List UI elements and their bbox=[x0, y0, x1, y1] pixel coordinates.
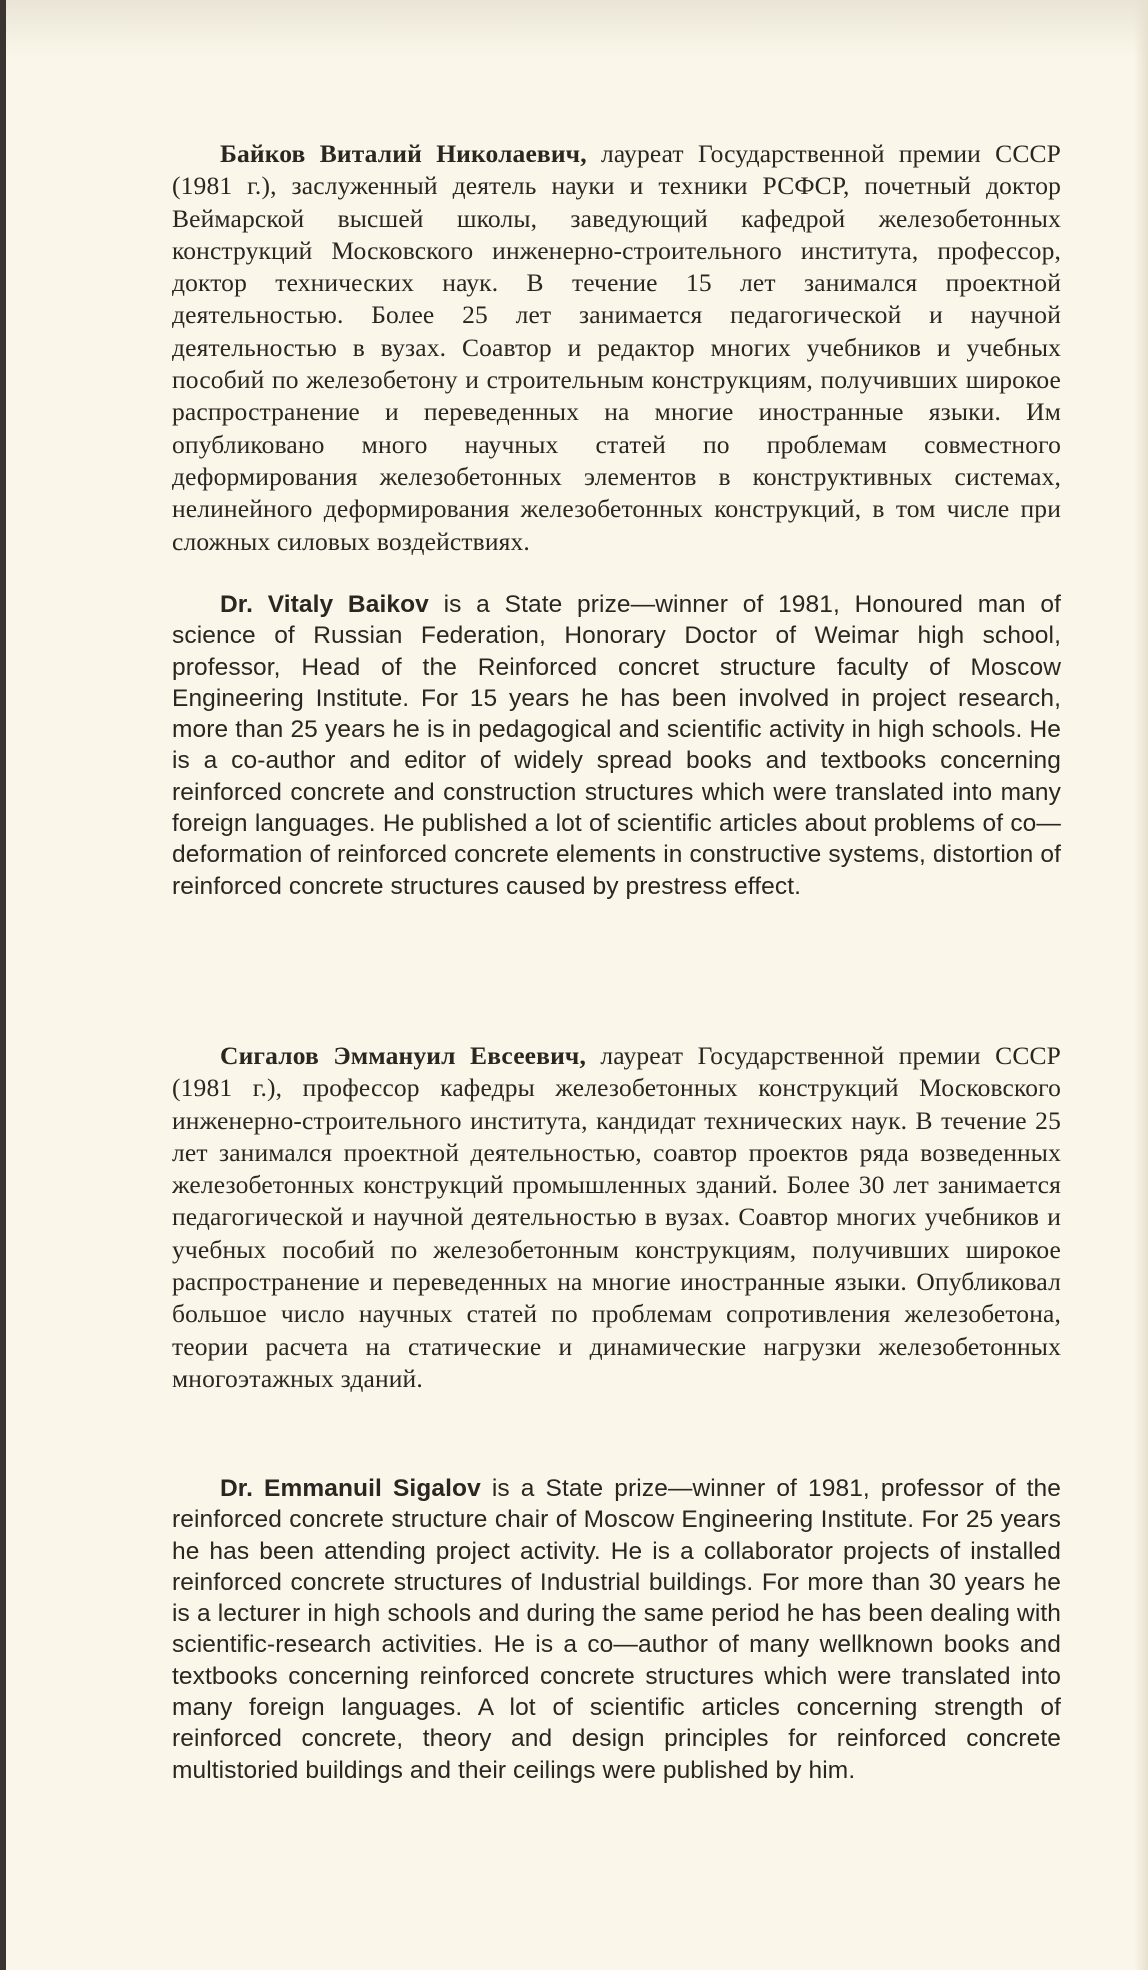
page-top-shadow bbox=[6, 0, 1148, 60]
bio-sigalov-ru bbox=[172, 1040, 1061, 1395]
author-name: Dr. Emmanuil Sigalov bbox=[220, 1475, 481, 1502]
bio-text: is a State prize—winner of 1981, professor of the reinforced concrete structure chair of Moscow Engineering Institute. For 25 years he has been attending project activity. He is a collaborator projects of installed reinforced concrete structures of Industrial buildings. For more than 30 years he is a lecturer in high schools and during the same period he has been dealing with scientific-research activities. He is a co—author of many wellknown books and textbooks concerning reinforced concrete structures which were translated into many foreign languages. A lot of scientific articles concerning strength of reinforced concrete, theory and design principles for reinforced concrete multistoried buildings and their ceilings were published by him. bbox=[172, 1475, 1061, 1784]
bio-text: is a State prize—winner of 1981, Honoured man of science of Russian Federation, Honorary Doctor of Weimar high school, professor, Head of the Reinforced concret structure faculty of Moscow Engineering Institute. For 15 years he has been involved in project research, more than 25 years he is in pedagogical and scientific activity in high schools. He is a co-author and editor of widely spread books and textbooks concerning reinforced concrete and construction structures which were translated into many foreign languages. He published a lot of scientific articles about problems of co—deformation of reinforced concrete elements in constructive systems, distortion of reinforced concrete structures caused by prestress effect. bbox=[172, 591, 1062, 900]
author-name: Сигалов Эммануил Евсеевич, bbox=[220, 1041, 586, 1070]
bio-paragraph bbox=[172, 1040, 1061, 1395]
page-right-shadow bbox=[1134, 0, 1148, 1970]
bio-paragraph bbox=[172, 589, 1061, 902]
bio-paragraph bbox=[172, 138, 1061, 558]
author-name: Dr. Vitaly Baikov bbox=[220, 591, 429, 618]
bio-paragraph bbox=[172, 1473, 1061, 1786]
bio-text: лауреат Государственной премии СССР (1981 г.), профессор кафедры железобетонных конструкций Московского инженерно-строительного института, кандидат технических наук. В течение 25 лет занимался проектной деятельностью, соавтор проектов ряда возведенных железобетонных конструкций промышленных зданий. Более 30 лет занимается педагогической и научной деятельностью в вузах. Соавтор многих учебников и учебных пособий по железобетонным конструкциям, получивших широкое распространение и переведенных на многие иностранные языки. Опубликовал большое число научных статей по проблемам сопротивления железобетона, теории расчета на статические и динамические нагрузки железобетонных многоэтажных зданий. bbox=[172, 1041, 1061, 1393]
bio-baikov-en bbox=[172, 589, 1061, 902]
bio-sigalov-en bbox=[172, 1473, 1061, 1786]
author-name: Байков Виталий Николаевич, bbox=[220, 139, 587, 168]
bio-text: лауреат Государственной премии СССР (1981 г.), заслуженный деятель науки и техники РСФСР, почетный доктор Веймарской высшей школы, заведующий кафедрой железобетонных конструкций Московского инженерно-строительного института, профессор, доктор технических наук. В течение 15 лет занимался проектной деятельностью. Более 25 лет занимается педагогической и научной деятельностью в вузах. Соавтор и редактор многих учебников и учебных пособий по железобетону и строительным конструкциям, получивших широкое распространение и переведенных на многие иностранные языки. Им опубликовано много научных статей по проблемам совместного деформирования железобетонных элементов в конструктивных системах, нелинейного деформирования железобетонных конструкций, в том числе при сложных силовых воздействиях. bbox=[172, 139, 1061, 556]
bio-baikov-ru bbox=[172, 138, 1061, 558]
